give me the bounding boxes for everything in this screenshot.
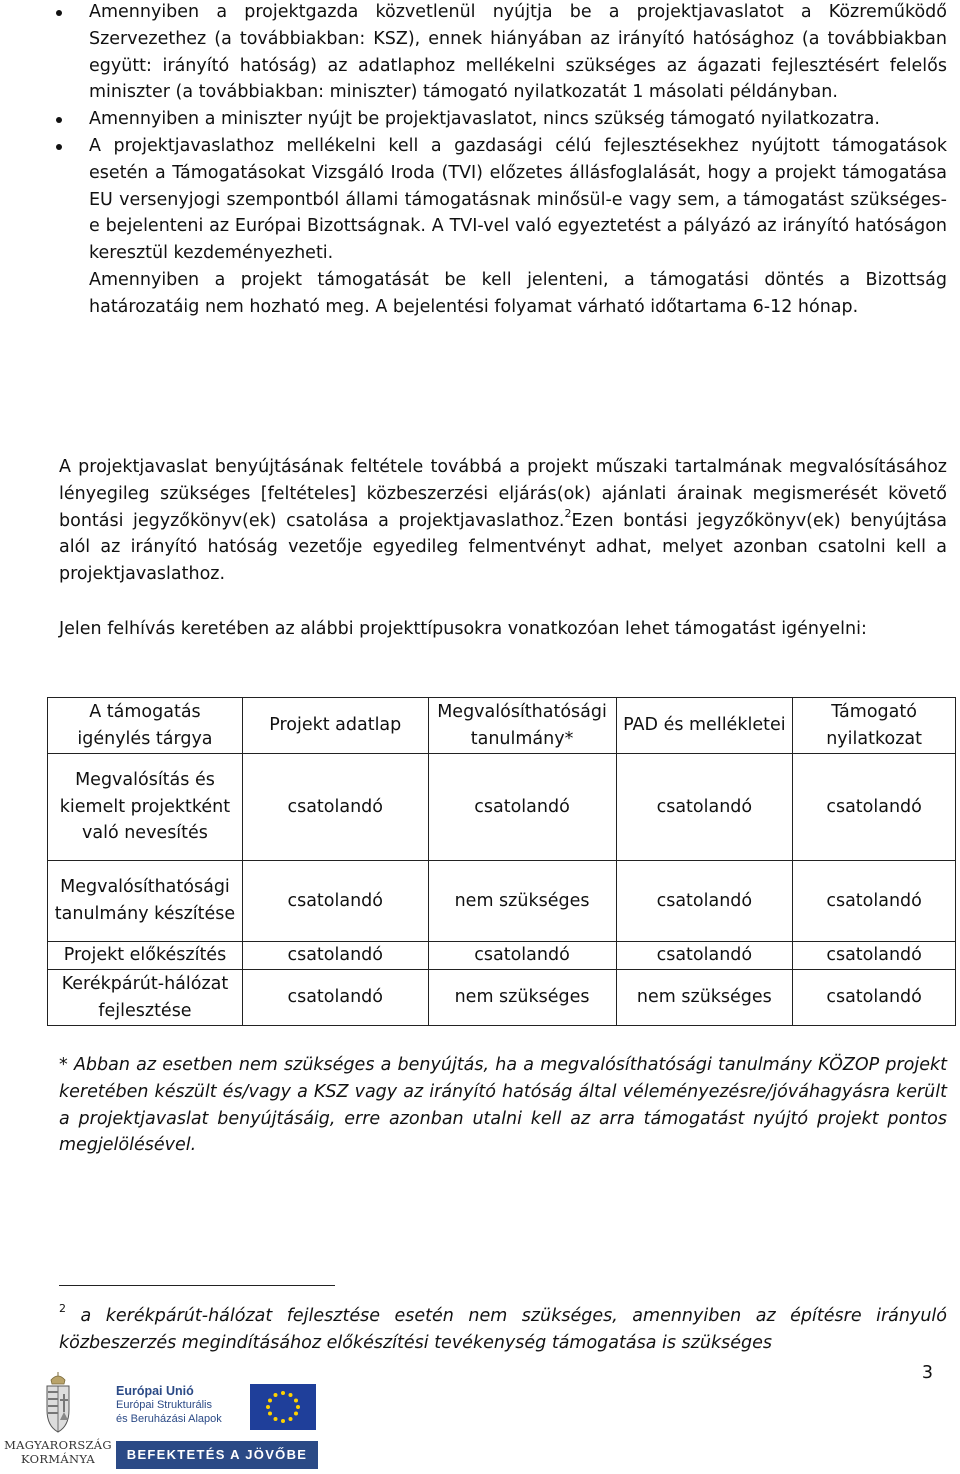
footnote-mark: 2 [59, 1302, 66, 1316]
procurement-paragraph [59, 454, 947, 588]
table-cell: csatolandó [242, 942, 428, 970]
eu-logo-text [116, 1384, 242, 1426]
page-number: 3 [921, 1363, 933, 1383]
bullet-text: Amennyiben a miniszter nyújt be projektjavaslatot, nincs szükség támogató nyilatkozatra. [89, 109, 880, 130]
bullet-icon [56, 10, 62, 16]
footnote-text: a kerékpárút-hálózat fejlesztése esetén nem szükséges, amennyiben az építésre irányuló közbeszerzés megindításához előkészítési tevékenység támogatása is szükséges [59, 1306, 947, 1353]
table-cell: csatolandó [428, 942, 616, 970]
table-header-cell: A támogatás igénylés tárgya [48, 698, 243, 754]
eu-flag-icon [250, 1384, 316, 1430]
table-cell: csatolandó [428, 754, 616, 861]
bullet-icon [56, 117, 62, 123]
list-item [89, 0, 947, 106]
table-cell: csatolandó [616, 861, 793, 942]
table-cell: Megvalósítás és kiemelt projektként való nevesítés [48, 754, 243, 861]
table-cell: nem szükséges [428, 970, 616, 1026]
table-cell: csatolandó [242, 754, 428, 861]
eu-subtitle: Európai Strukturális [116, 1399, 212, 1411]
table-note: * Abban az esetben nem szükséges a benyújtás, ha a megvalósíthatósági tanulmány KÖZOP projekt keretében készült és/vagy a KSZ vagy az irányító hatóság által véleményezésre/jóváhagyásra került a projektjavaslat benyújtásáig, erre azonban utalni kell az arra támogatást nyújtó projekt pontos megjelölésével. [59, 1055, 947, 1156]
table-header-cell: Megvalósíthatósági tanulmány* [428, 698, 616, 754]
gov-name-line: KORMÁNYA [21, 1452, 95, 1466]
paragraph-text: A projektjavaslat benyújtásának feltétele továbbá a projekt műszaki tartalmának megvalósításához lényegileg szükséges [feltételes] közbeszerzési eljárás(ok) ajánlati árainak megismerését követő bontási jegyzőkönyv(ek) csatolása a projektjavaslathoz. [59, 457, 947, 531]
footnote-separator [59, 1285, 335, 1286]
footnote [59, 1303, 947, 1357]
requirements-list [89, 0, 947, 321]
eu-subtitle: és Beruházási Alapok [116, 1413, 222, 1425]
bullet-icon [56, 144, 62, 150]
bullet-text: A projektjavaslathoz mellékelni kell a gazdasági célú fejlesztésekhez nyújtott támogatások esetén a Támogatásokat Vizsgáló Iroda (TVI) előzetes állásfoglalását, hogy a projekt támogatása EU versenyjogi szempontból állami támogatásnak minősül-e vagy sem, a támogatást szükséges-e bejelenteni az Európai Bizottságnak. A TVI-vel való egyeztetést a pályázó az irányító hatóságon keresztül kezdeményezheti. [89, 135, 947, 264]
footnote-reference[interactable]: 2 [564, 506, 572, 520]
eu-logo [116, 1384, 318, 1432]
government-logo [4, 1372, 110, 1472]
table-cell: csatolandó [242, 970, 428, 1026]
table-cell: csatolandó [793, 942, 956, 970]
bullet-text: Amennyiben a projektgazda közvetlenül nyújtja be a projektjavaslatot a Közreműködő Szervezethez (a továbbiakban: KSZ), ennek hiányában az irányító hatósághoz (a továbbiakban együtt: irányító hatóság) az adatlaphoz mellékelni szükséges az ágazati fejlesztésért felelős miniszter (a továbbiakban: miniszter) támogató nyilatkozatát 1 másolati példányban. [89, 2, 947, 103]
list-item [89, 106, 947, 133]
eu-title: Európai Unió [116, 1384, 194, 1398]
table-cell: csatolandó [242, 861, 428, 942]
gov-name-line: MAGYARORSZÁG [4, 1438, 112, 1452]
invest-banner: BEFEKTETÉS A JÖVŐBE [116, 1441, 318, 1469]
table-row [48, 861, 956, 942]
table-row [48, 754, 956, 861]
table-header-cell: Támogató nyilatkozat [793, 698, 956, 754]
hungarian-coat-of-arms-icon [42, 1372, 74, 1436]
table-cell: csatolandó [793, 754, 956, 861]
project-types-table [47, 697, 956, 1026]
table-cell: csatolandó [616, 754, 793, 861]
table-cell: csatolandó [793, 861, 956, 942]
table-cell: nem szükséges [428, 861, 616, 942]
paragraph-text: Ezen bontási jegyzőkönyv(ek) benyújtása alól az irányító hatóság vezetője egyedileg felmentvényt adhat, melyet azonban csatolni kell a projektjavaslathoz. [59, 510, 947, 585]
table-header-cell: Projekt adatlap [242, 698, 428, 754]
intro-paragraph: Jelen felhívás keretében az alábbi projekttípusokra vonatkozóan lehet támogatást igényelni: [59, 619, 867, 639]
table-row [48, 942, 956, 970]
table-header-row [48, 698, 956, 754]
table-header-cell: PAD és mellékletei [616, 698, 793, 754]
table-cell: nem szükséges [616, 970, 793, 1026]
table-cell: csatolandó [616, 942, 793, 970]
government-name [4, 1438, 112, 1466]
table-cell: Megvalósíthatósági tanulmány készítése [48, 861, 243, 942]
bullet-continuation: Amennyiben a projekt támogatását be kell jelenteni, a támogatási döntés a Bizottság határozatáig nem hozható meg. A bejelentési folyamat várható időtartama 6-12 hónap. [89, 269, 947, 317]
table-cell: csatolandó [793, 970, 956, 1026]
table-cell: Kerékpárút-hálózat fejlesztése [48, 970, 243, 1026]
list-item [89, 133, 947, 321]
table-cell: Projekt előkészítés [48, 942, 243, 970]
table-row [48, 970, 956, 1026]
